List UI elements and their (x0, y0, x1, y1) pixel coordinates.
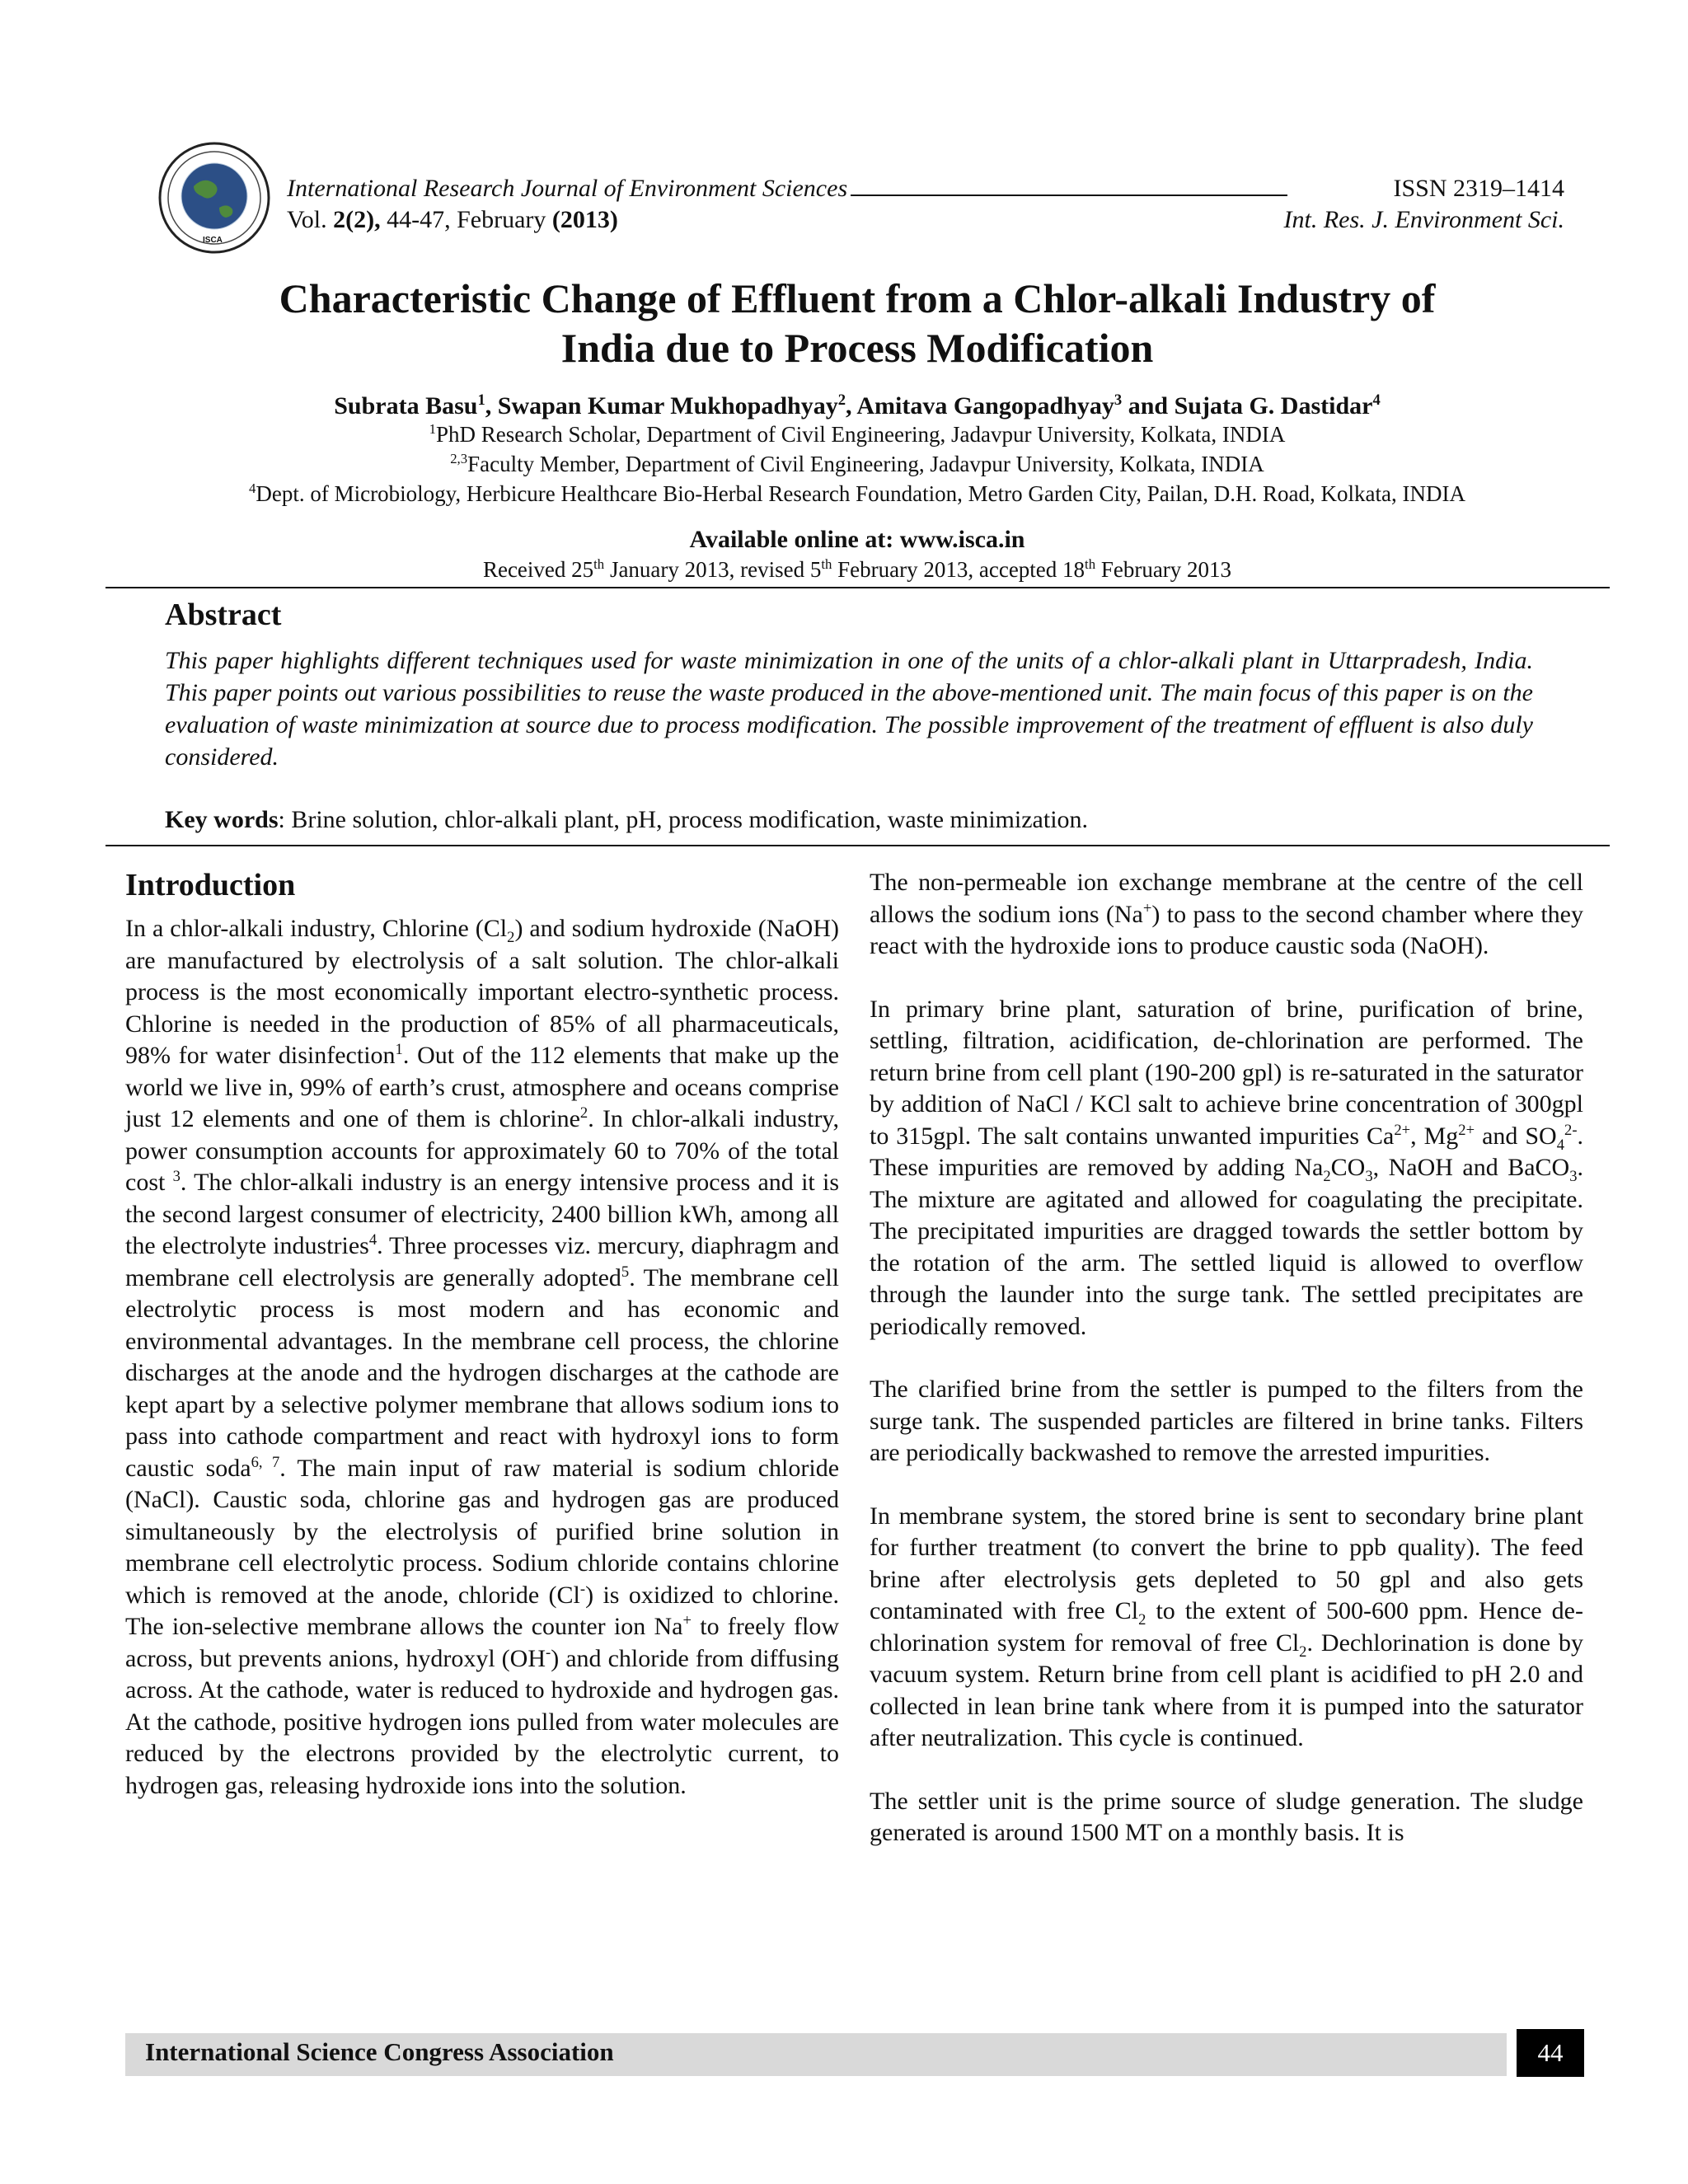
author-sep: , (485, 392, 498, 419)
affiliation (124, 481, 1591, 507)
vol-pages: 44-47, February (380, 206, 552, 233)
title-line-2: India due to Process Modification (560, 325, 1154, 371)
issn: ISSN 2319–1414 (1393, 175, 1564, 202)
received-part: Received 25 (482, 557, 594, 582)
paragraph: In membrane system, the stored brine is sent to secondary brine plant for further treatment (to convert the brine to ppb quality). The feed brine after electrolysis gets depleted to 50 gpl and also gets contaminated with free $Cl_2$ to the extent of 500-600 ppm. Hence de-chlorination system for removal of free $Cl_2$. Dechlorination is done by vacuum system. Return brine from cell plant is acidified to pH 2.0 and collected in lean brine tank where from it is pumped into the saturator after neutralization. This cycle is continued. (870, 1502, 1583, 1751)
received-part: February 2013, accepted 18 (832, 557, 1085, 582)
abstract-text: This paper highlights different techniques used for waste minimization in one of the units of a chlor-alkali plant in Uttarpradesh, India. This paper points out various possibilities to reuse the waste produced in the above-mentioned unit. The main focus of this paper is on the evaluation of waste minimization at source due to process modification. The possible improvement of the treatment of effluent is also duly considered. (165, 647, 1533, 771)
received-sup: th (1085, 556, 1096, 572)
author-sep: and (1122, 392, 1175, 419)
author-sep: , (846, 392, 857, 419)
paragraph: In a chlor-alkali industry, Chlorine $(Cl_2)$ and sodium hydroxide (NaOH) are manufactured by electrolysis of a salt solution. The chlor-alkali process is the most economically important electro-synthetic process. Chlorine is needed in the production of 85% of all pharmaceuticals, 98% for water disinfection$^1$. Out of the 112 elements that make up the world we live in, 99% of earth’s crust, atmosphere and oceans comprise just 12 elements and one of them is chlorine$^2$. In chlor-alkali industry, power consumption accounts for approximately 60 to 70% of the total cost $^3$. The chlor-alkali industry is an energy intensive process and it is the second largest consumer of electricity, 2400 billion kWh, among all the electrolyte industries$^4$. Three processes viz. mercury, diaphragm and membrane cell electrolysis are generally adopted$^5$. The membrane cell electrolytic process is most modern and has economic and environmental advantages. In the membrane cell process, the chlorine discharges at the anode and the hydrogen discharges at the cathode are kept apart by a selective polymer membrane that allows sodium ions to pass into cathode compartment and react with hydroxyl ions to form caustic soda$^{6, 7}$. The main input of raw material is sodium chloride (NaCl). Caustic soda, chlorine gas and hydrogen gas are produced simultaneously by the electrolysis of purified brine solution in membrane cell electrolytic process. Sodium chloride contains chlorine which is removed at the anode, chloride (Cl-) is oxidized to chlorine. The ion-selective membrane allows the counter ion Na+ to freely flow across, but prevents anions, hydroxyl (OH-) and chloride from diffusing across. At the cathode, water is reduced to hydroxide and hydrogen gas. At the cathode, positive hydrogen ions pulled from water molecules are reduced by the electrons provided by the electrolytic current, to hydrogen gas, releasing hydroxide ions into the solution. (125, 915, 840, 1799)
received-sup: th (821, 556, 832, 572)
journal-name: International Research Journal of Environment Sciences (287, 175, 848, 202)
vol-prefix: Vol. (287, 206, 334, 233)
introduction-heading: Introduction (125, 868, 296, 902)
paragraph: The settler unit is the prime source of sludge generation. The sludge generated is around 1500 MT on a monthly basis. It is (870, 1787, 1583, 1846)
paragraph: The clarified brine from the settler is pumped to the filters from the surge tank. The suspended particles are filtered in brine tanks. Filters are periodically backwashed to remove the arrested impurities. (870, 1376, 1583, 1466)
aff-text: Faculty Member, Department of Civil Engineering, Jadavpur University, Kolkata, INDIA (467, 452, 1264, 476)
vol-year: (2013) (551, 206, 618, 233)
divider (106, 587, 1610, 588)
vol-number: 2(2), (333, 206, 381, 233)
keywords (165, 806, 1533, 834)
aff-sup: 1 (429, 421, 436, 437)
aff-text: Dept. of Microbiology, Herbicure Healthcare Bio-Herbal Research Foundation, Metro Garden City, Pailan, D.H. Road, Kolkata, INDIA (256, 481, 1465, 506)
affiliation (124, 422, 1591, 448)
paragraph: The non-permeable ion exchange membrane at the centre of the cell allows the sodium ions (Na+) to pass to the second chamber where they react with the hydroxide ions to produce caustic soda (NaOH). (870, 869, 1583, 959)
divider (106, 845, 1610, 846)
journal-header (287, 175, 1564, 203)
logo-abbrev: ISCA (203, 236, 223, 245)
author-name: Subrata Basu (334, 392, 478, 419)
left-column (125, 913, 839, 1833)
keywords-text: : Brine solution, chlor-alkali plant, pH, process modification, waste minimization. (278, 806, 1089, 833)
author-sup: 3 (1114, 391, 1123, 409)
author-sup: 2 (837, 391, 846, 409)
available-online: Available online at: www.isca.in (689, 526, 1025, 553)
header-rule (851, 194, 1287, 196)
author-name: Amitava Gangopadhyay (856, 392, 1114, 419)
affiliation (124, 452, 1591, 477)
page-number: 44 (1517, 2029, 1584, 2077)
footer-org: International Science Congress Association (145, 2037, 614, 2066)
aff-sup: 4 (249, 480, 256, 496)
paragraph: In primary brine plant, saturation of brine, purification of brine, settling, filtration, acidification, de-chlorination are performed. The return brine from cell plant (190-200 gpl) is re-saturated in the saturator by addition of NaCl / KCl salt to achieve brine concentration of 300gpl to 315gpl. The salt contains unwanted impurities $Ca^{2+}$, $Mg^{2+}$ and $SO_4^{2-}$. These impurities are removed by adding $Na_2CO_3$, NaOH and BaCO$_3$. The mixture are agitated and allowed for coagulating the precipitate. The precipitated impurities are dragged towards the settler bottom by the rotation of the arm. The settled liquid is allowed to overflow through the launder into the surge tank. The settled precipitates are periodically removed. (870, 995, 1584, 1340)
paper-title (165, 274, 1550, 373)
author-name: Swapan Kumar Mukhopadhyay (497, 392, 838, 419)
author-list (124, 392, 1591, 420)
right-column (870, 867, 1583, 1881)
author-sup: 4 (1372, 391, 1381, 409)
author-name: Sujata G. Dastidar (1174, 392, 1373, 419)
keywords-label: Key words (165, 806, 279, 833)
volume-line (287, 206, 1564, 234)
title-line-1: Characteristic Change of Effluent from a Chlor-alkali Industry of (279, 275, 1436, 321)
received-part: January 2013, revised 5 (604, 557, 822, 582)
isca-logo (148, 138, 288, 262)
author-sup: 1 (477, 391, 485, 409)
abstract-heading: Abstract (165, 598, 282, 632)
aff-text: PhD Research Scholar, Department of Civil Engineering, Jadavpur University, Kolkata, INDIA (435, 422, 1286, 447)
received-sup: th (593, 556, 605, 572)
aff-sup: 2,3 (450, 451, 468, 466)
received-dates (124, 557, 1591, 583)
journal-abbrev: Int. Res. J. Environment Sci. (1283, 206, 1564, 233)
received-part: February 2013 (1095, 557, 1232, 582)
